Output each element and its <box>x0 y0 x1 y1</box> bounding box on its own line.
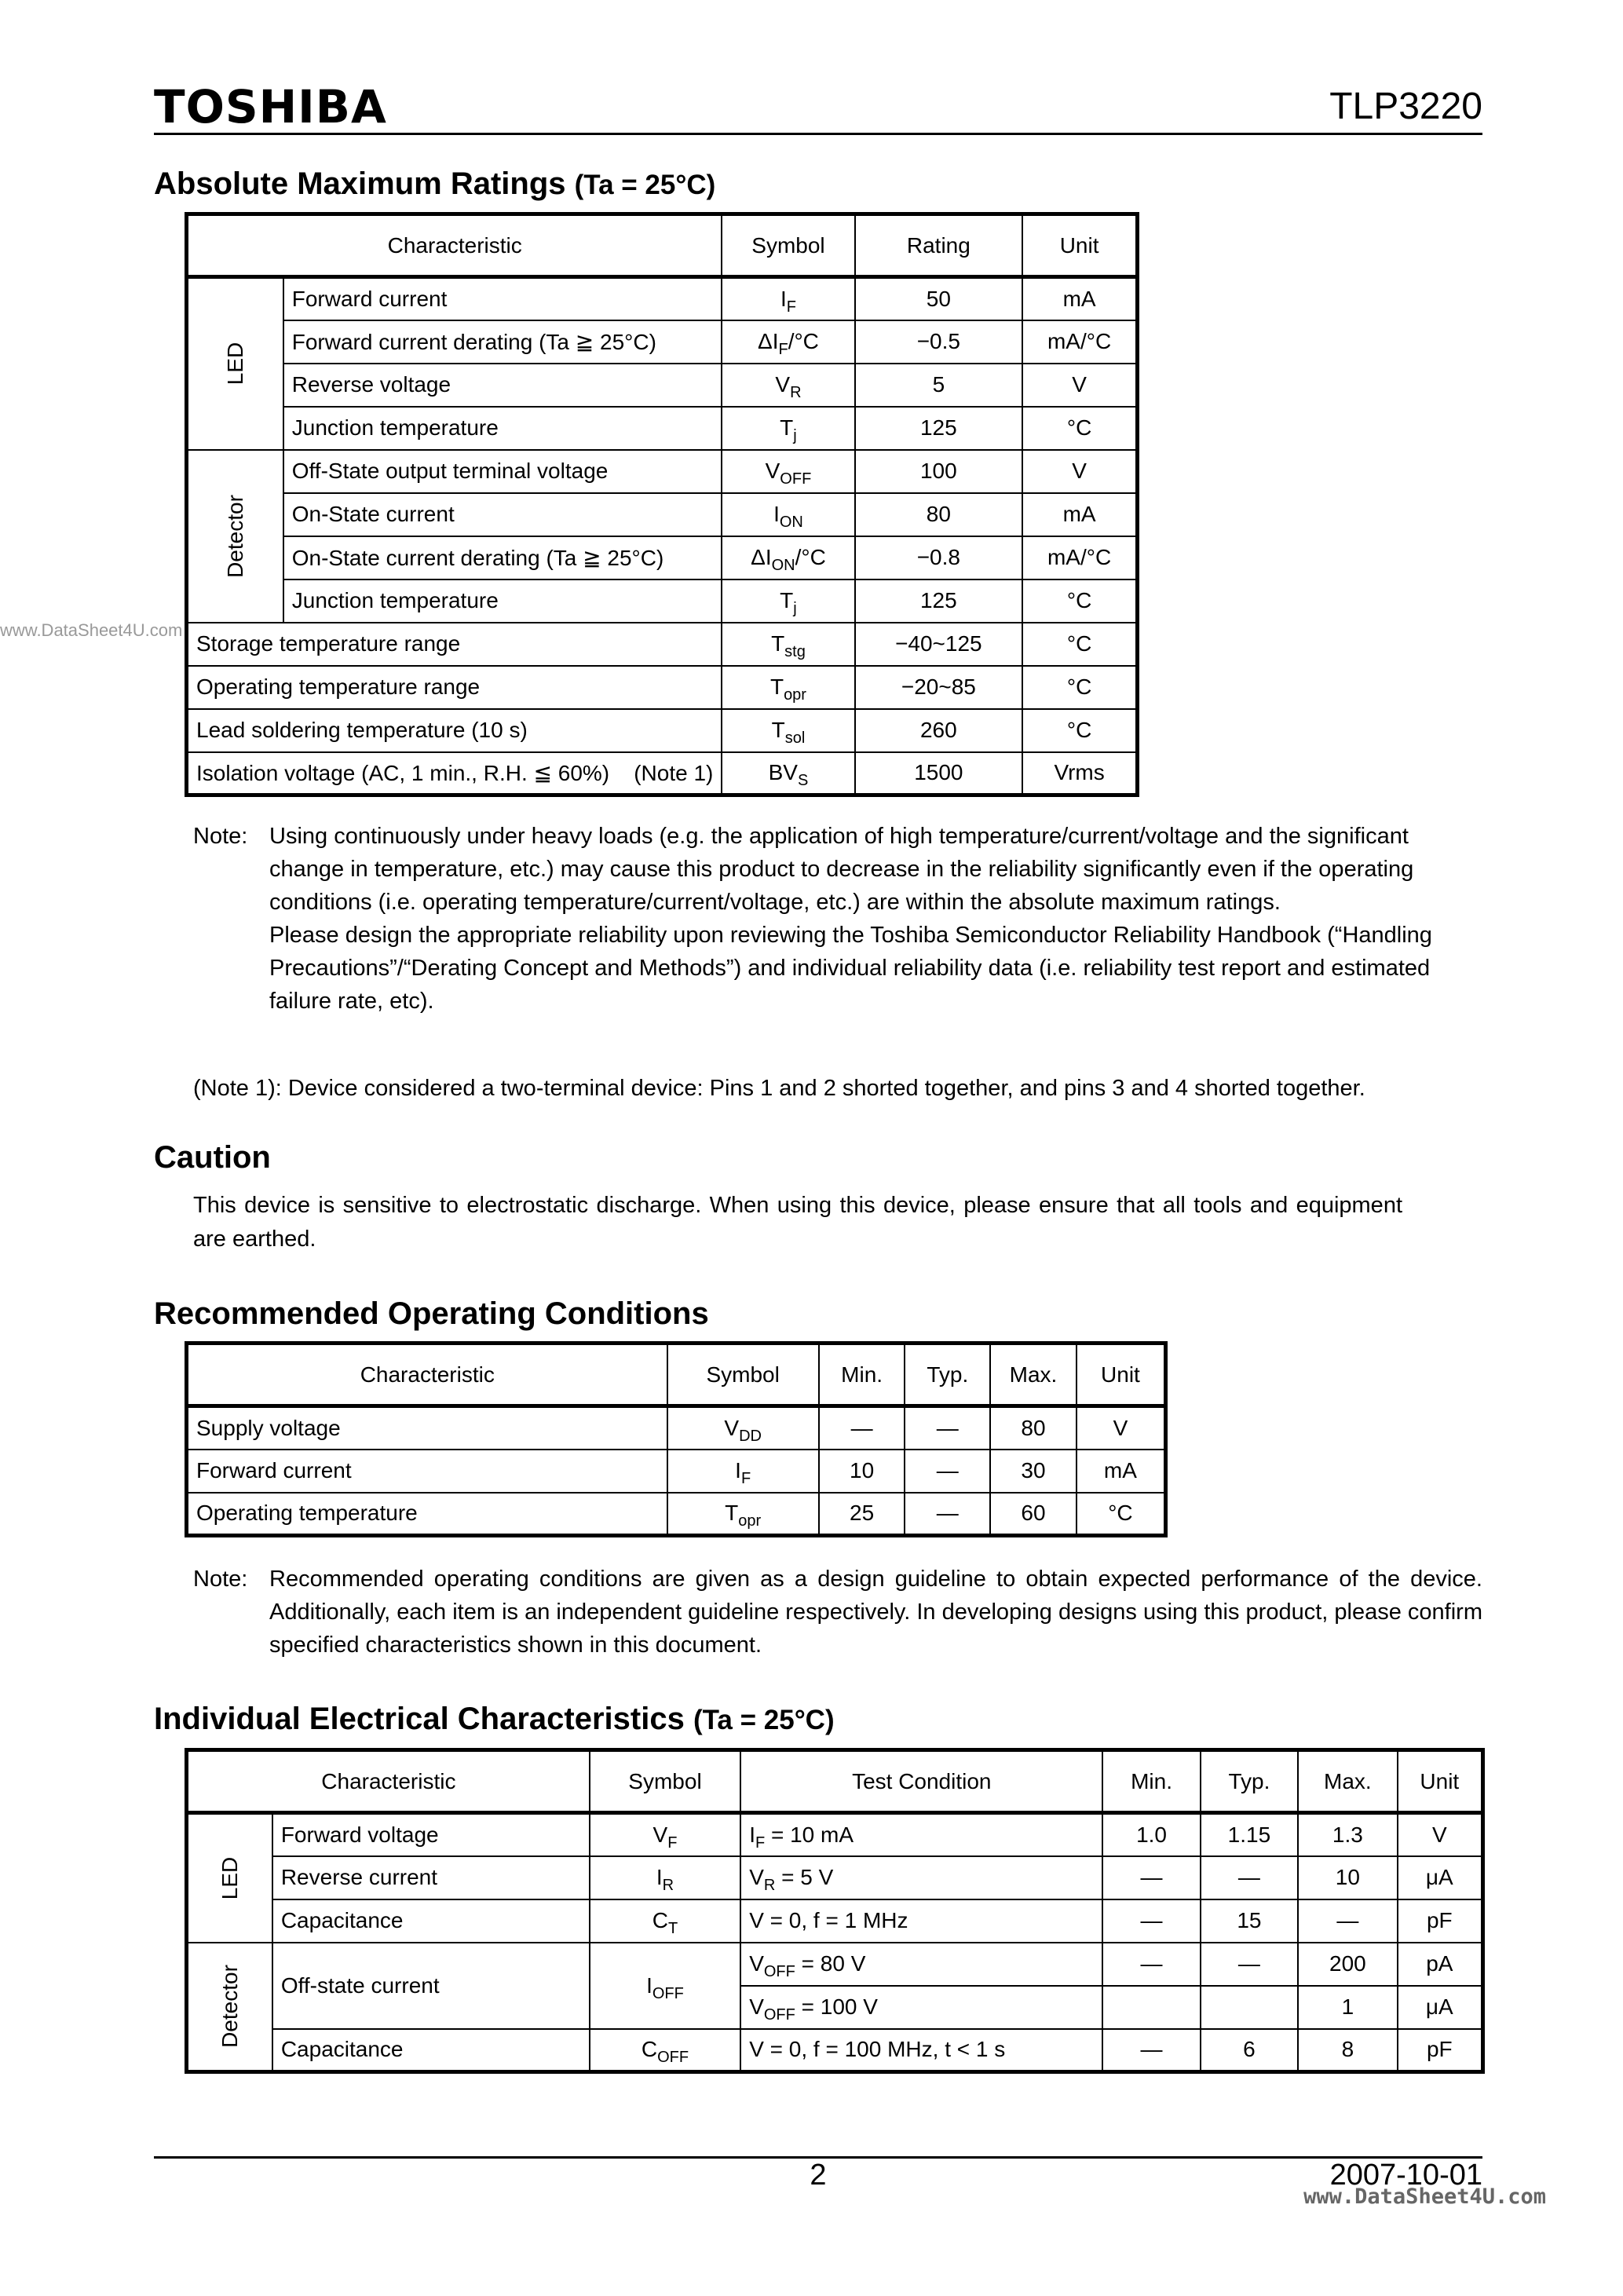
amr-unit: Vrms <box>1022 752 1137 795</box>
amr-unit: V <box>1022 450 1137 493</box>
amr-symbol: $\Delta I_{ON}/^\circ C$ <box>722 536 854 579</box>
table-row <box>187 752 1138 795</box>
roc-symbol: $I_F$ <box>667 1450 819 1493</box>
amr-char: Reverse voltage <box>283 364 722 407</box>
part-number: TLP3220 <box>1329 86 1482 127</box>
amr-rating: 125 <box>855 579 1023 623</box>
amr-note: Note: Using continuously under heavy loads (e.g. the application of high temperature/current/voltage and the significant change in temperature, etc.) may cause this product to decrease in the reliability significantly even if the operating conditions (i.e. operating temperature/current/voltage, etc.) are within the absolute maximum ratings. Please design the appropriate reliability upon reviewing the Toshiba Semiconductor Reliability Handbook (“Handling Precautions”/“Derating Concept and Methods”) and individual reliability data (i.e. reliability test report and estimated failure rate, etc). <box>193 824 1432 1014</box>
iec-test-condition: V = 0, f = 100 MHz, t < 1 s <box>740 2029 1102 2072</box>
amr-symbol: $V_R$ <box>722 364 854 407</box>
table-row <box>187 1856 1483 1899</box>
iec-min: — <box>1102 1943 1200 1986</box>
watermark: www.DataSheet4U.com <box>0 620 183 640</box>
iec-symbol: $C_T$ <box>590 1899 740 1943</box>
table-row <box>187 364 1138 407</box>
roc-char: Operating temperature <box>187 1493 667 1536</box>
roc-min: 10 <box>819 1450 905 1493</box>
page-number: 2 <box>810 2159 827 2192</box>
amr-char: Junction temperature <box>283 579 722 623</box>
iec-max: 8 <box>1298 2029 1398 2072</box>
iec-header-row <box>187 1750 1483 1813</box>
amr-symbol: $T_j$ <box>722 579 854 623</box>
iec-max: 200 <box>1298 1943 1398 1986</box>
amr-unit: °C <box>1022 623 1137 666</box>
iec-header-typ: Typ. <box>1201 1750 1298 1813</box>
amr-symbol: $BV_S$ <box>722 752 854 795</box>
roc-symbol: $T_{opr}$ <box>667 1493 819 1536</box>
table-row <box>187 1493 1166 1536</box>
amr-header-unit: Unit <box>1022 214 1137 277</box>
amr-unit: °C <box>1022 407 1137 450</box>
iec-unit: pF <box>1398 1899 1483 1943</box>
iec-title: Individual Electrical Characteristics (Ta = 25°C) <box>154 1702 835 1736</box>
amr-title: Absolute Maximum Ratings (Ta = 25°C) <box>154 166 716 201</box>
amr-char: Forward current derating (Ta ≧ 25°C) <box>283 320 722 364</box>
amr-rating: −0.8 <box>855 536 1023 579</box>
toshiba-logo: TOSHIBA <box>154 80 387 133</box>
table-row <box>187 1450 1166 1493</box>
amr-unit: mA <box>1022 493 1137 536</box>
amr-header-row <box>187 214 1138 277</box>
iec-char: Capacitance <box>272 2029 590 2072</box>
amr-unit: °C <box>1022 579 1137 623</box>
iec-typ: 6 <box>1201 2029 1298 2072</box>
table-row <box>187 407 1138 450</box>
roc-symbol: $V_{DD}$ <box>667 1406 819 1450</box>
roc-char: Supply voltage <box>187 1406 667 1450</box>
iec-min: 1.0 <box>1102 1813 1200 1856</box>
amr-rating: 1500 <box>855 752 1023 795</box>
iec-header-characteristic: Characteristic <box>187 1750 590 1813</box>
iec-min: — <box>1102 1899 1200 1943</box>
iec-unit: μA <box>1398 1986 1483 2029</box>
iec-max: — <box>1298 1899 1398 1943</box>
amr-group-detector: Detector <box>187 450 283 623</box>
table-row <box>187 493 1138 536</box>
iec-min <box>1102 1986 1200 2029</box>
table-row <box>187 579 1138 623</box>
iec-char: Capacitance <box>272 1899 590 1943</box>
iec-symbol: $I_R$ <box>590 1856 740 1899</box>
amr-header-symbol: Symbol <box>722 214 854 277</box>
amr-unit: °C <box>1022 666 1137 709</box>
table-row <box>187 320 1138 364</box>
amr-char: On-State current derating (Ta ≧ 25°C) <box>283 536 722 579</box>
table-row <box>187 666 1138 709</box>
roc-table <box>185 1341 1168 1537</box>
iec-min: — <box>1102 2029 1200 2072</box>
amr-symbol: $I_{ON}$ <box>722 493 854 536</box>
iec-symbol: $V_F$ <box>590 1813 740 1856</box>
table-row <box>187 709 1138 752</box>
roc-header-row <box>187 1344 1166 1406</box>
roc-max: 30 <box>990 1450 1077 1493</box>
amr-note1: (Note 1): Device considered a two-terminal device: Pins 1 and 2 shorted together, and pins 3 and 4 shorted together. <box>193 1076 1365 1101</box>
iec-min: — <box>1102 1856 1200 1899</box>
iec-header-unit: Unit <box>1398 1750 1483 1813</box>
amr-header-characteristic: Characteristic <box>187 214 722 277</box>
iec-header-test-condition: Test Condition <box>740 1750 1102 1813</box>
roc-header-characteristic: Characteristic <box>187 1344 667 1406</box>
amr-unit: mA/°C <box>1022 536 1137 579</box>
amr-symbol: $T_{stg}$ <box>722 623 854 666</box>
iec-typ: 1.15 <box>1201 1813 1298 1856</box>
iec-symbol: $I_{OFF}$ <box>590 1943 740 2029</box>
amr-char: Junction temperature <box>283 407 722 450</box>
amr-symbol: $T_j$ <box>722 407 854 450</box>
amr-header-rating: Rating <box>855 214 1023 277</box>
amr-symbol: $\Delta I_F/^\circ C$ <box>722 320 854 364</box>
iec-unit: V <box>1398 1813 1483 1856</box>
table-row <box>187 450 1138 493</box>
roc-note: Note: Recommended operating conditions are given as a design guideline to obtain expected performance of the device. Additionally, each item is an independent guideline respectively. In developing designs using this product, please confirm specified characteristics shown in this document. <box>193 1567 1482 1658</box>
iec-char: Reverse current <box>272 1856 590 1899</box>
iec-symbol: $C_{OFF}$ <box>590 2029 740 2072</box>
amr-symbol: $T_{sol}$ <box>722 709 854 752</box>
amr-char: On-State current <box>283 493 722 536</box>
caution-title: Caution <box>154 1140 271 1175</box>
amr-rating: −0.5 <box>855 320 1023 364</box>
amr-rating: 80 <box>855 493 1023 536</box>
table-row <box>187 623 1138 666</box>
iec-group-led: LED <box>187 1813 272 1943</box>
iec-header-min: Min. <box>1102 1750 1200 1813</box>
amr-unit: mA <box>1022 277 1137 320</box>
amr-unit: V <box>1022 364 1137 407</box>
iec-typ: 15 <box>1201 1899 1298 1943</box>
table-row <box>187 1813 1483 1856</box>
iec-test-condition: $V_{OFF} = 100$ V <box>740 1986 1102 2029</box>
amr-unit: mA/°C <box>1022 320 1137 364</box>
roc-max: 60 <box>990 1493 1077 1536</box>
roc-typ: — <box>905 1493 990 1536</box>
iec-typ: — <box>1201 1943 1298 1986</box>
table-row <box>187 277 1138 320</box>
iec-max: 10 <box>1298 1856 1398 1899</box>
page-footer <box>154 2156 1482 2203</box>
amr-char: Operating temperature range <box>187 666 722 709</box>
roc-typ: — <box>905 1450 990 1493</box>
iec-test-condition: V = 0, f = 1 MHz <box>740 1899 1102 1943</box>
amr-rating: 125 <box>855 407 1023 450</box>
roc-header-typ: Typ. <box>905 1344 990 1406</box>
iec-group-detector: Detector <box>187 1943 272 2072</box>
table-row <box>187 1899 1483 1943</box>
roc-header-symbol: Symbol <box>667 1344 819 1406</box>
roc-header-unit: Unit <box>1077 1344 1166 1406</box>
amr-char: Storage temperature range <box>187 623 722 666</box>
iec-test-condition: $V_R = 5$ V <box>740 1856 1102 1899</box>
roc-min: — <box>819 1406 905 1450</box>
iec-max: 1.3 <box>1298 1813 1398 1856</box>
watermark-footer: www.DataSheet4U.com <box>1303 2184 1546 2209</box>
page-header <box>154 72 1482 135</box>
amr-rating: 5 <box>855 364 1023 407</box>
amr-rating: −20~85 <box>855 666 1023 709</box>
roc-max: 80 <box>990 1406 1077 1450</box>
iec-unit: pA <box>1398 1943 1483 1986</box>
iec-max: 1 <box>1298 1986 1398 2029</box>
table-row <box>187 1943 1483 1986</box>
roc-char: Forward current <box>187 1450 667 1493</box>
roc-header-max: Max. <box>990 1344 1077 1406</box>
table-row <box>187 536 1138 579</box>
amr-char: Lead soldering temperature (10 s) <box>187 709 722 752</box>
amr-group-led: LED <box>187 277 283 450</box>
iec-test-condition: $I_F = 10$ mA <box>740 1813 1102 1856</box>
table-row <box>187 2029 1483 2072</box>
iec-table <box>185 1748 1485 2074</box>
amr-rating: 50 <box>855 277 1023 320</box>
iec-typ <box>1201 1986 1298 2029</box>
revision-date: 2007-10-01 <box>1329 2159 1482 2192</box>
iec-test-condition: $V_{OFF} = 80$ V <box>740 1943 1102 1986</box>
roc-min: 25 <box>819 1493 905 1536</box>
roc-title: Recommended Operating Conditions <box>154 1296 709 1331</box>
amr-char: Off-State output terminal voltage <box>283 450 722 493</box>
roc-unit: mA <box>1077 1450 1166 1493</box>
iec-char: Off-state current <box>272 1943 590 2029</box>
amr-rating: −40~125 <box>855 623 1023 666</box>
amr-char: Isolation voltage (AC, 1 min., R.H. ≦ 60%) (Note 1) <box>187 752 722 795</box>
roc-typ: — <box>905 1406 990 1450</box>
roc-header-min: Min. <box>819 1344 905 1406</box>
caution-text: This device is sensitive to electrostatic discharge. When using this device, please ensure that all tools and equipment are earthed. <box>193 1193 1402 1252</box>
roc-unit: V <box>1077 1406 1166 1450</box>
table-row <box>187 1406 1166 1450</box>
amr-table <box>185 212 1139 797</box>
roc-unit: °C <box>1077 1493 1166 1536</box>
amr-symbol: $T_{opr}$ <box>722 666 854 709</box>
iec-unit: μA <box>1398 1856 1483 1899</box>
iec-header-max: Max. <box>1298 1750 1398 1813</box>
amr-symbol: $V_{OFF}$ <box>722 450 854 493</box>
iec-typ: — <box>1201 1856 1298 1899</box>
amr-symbol: $I_F$ <box>722 277 854 320</box>
amr-rating: 100 <box>855 450 1023 493</box>
amr-rating: 260 <box>855 709 1023 752</box>
iec-char: Forward voltage <box>272 1813 590 1856</box>
amr-unit: °C <box>1022 709 1137 752</box>
iec-unit: pF <box>1398 2029 1483 2072</box>
amr-char: Forward current <box>283 277 722 320</box>
iec-header-symbol: Symbol <box>590 1750 740 1813</box>
